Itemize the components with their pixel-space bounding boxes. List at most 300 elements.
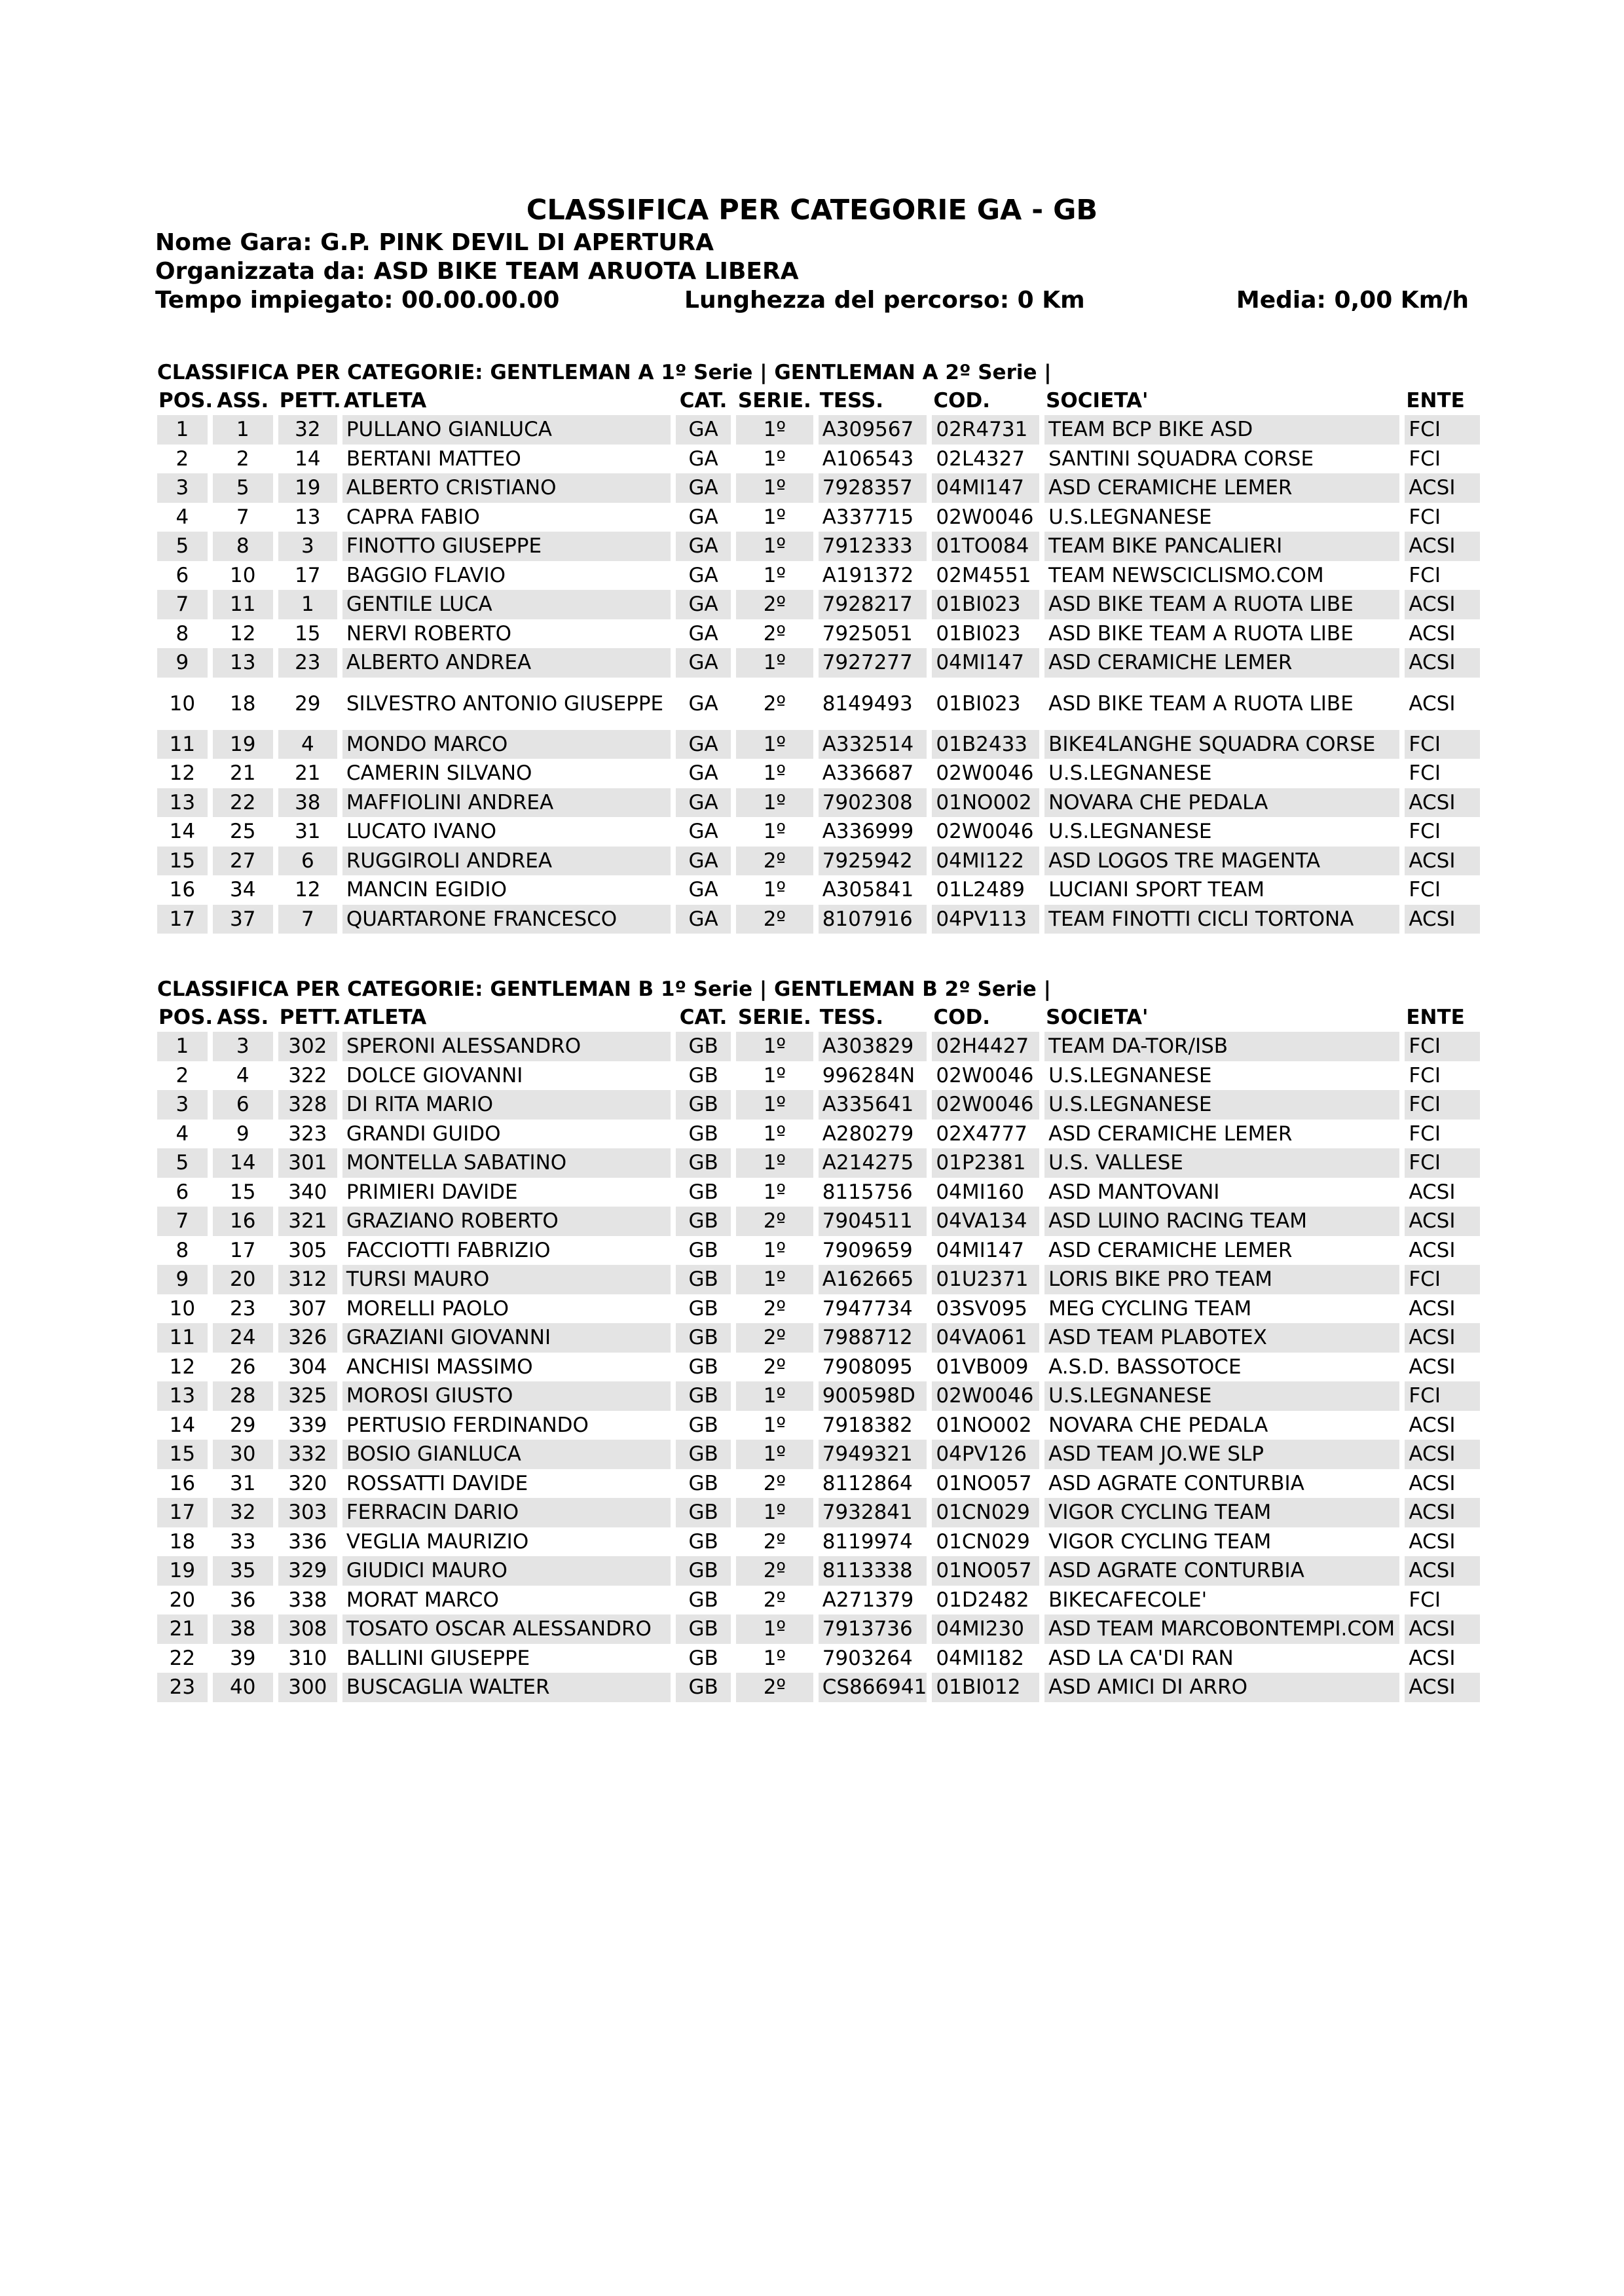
table-row <box>157 1586 1480 1615</box>
cell-societa: U.S.LEGNANESE <box>1048 820 1212 844</box>
cell-pett: 38 <box>278 788 337 818</box>
cell-pett: 310 <box>288 1646 327 1670</box>
cell-ente: ACSI <box>1409 1646 1456 1670</box>
cell-societa: ASD MANTOVANI <box>1048 1180 1220 1204</box>
cell-pett: 19 <box>278 473 337 503</box>
cell-atleta: MORELLI PAOLO <box>346 1296 509 1321</box>
cell-serie: 1º <box>736 1090 813 1120</box>
cell-cat: GA <box>688 761 718 786</box>
cell-tess: 7988712 <box>819 1323 927 1353</box>
table-row <box>157 1673 1480 1702</box>
table-row <box>157 1148 1480 1178</box>
cell-serie: 2º <box>763 621 786 646</box>
cell-pett: 17 <box>295 563 321 587</box>
cell-pett: 332 <box>278 1440 337 1469</box>
cell-pett: 23 <box>278 648 337 678</box>
cell-pett: 329 <box>278 1556 337 1586</box>
cell-atleta: MOROSI GIUSTO <box>342 1381 671 1411</box>
cell-cod: 01BI023 <box>936 691 1021 716</box>
cell-pett: 302 <box>278 1032 337 1061</box>
table-row <box>157 1294 1480 1324</box>
cell-atleta: FACCIOTTI FABRIZIO <box>346 1238 551 1262</box>
cell-serie: 1º <box>736 730 813 759</box>
cell-societa: TEAM NEWSCICLISMO.COM <box>1048 563 1324 587</box>
cell-atleta: FERRACIN DARIO <box>342 1498 671 1527</box>
table-row <box>157 1556 1480 1586</box>
cell-ente: ACSI <box>1409 621 1456 646</box>
cell-pett: 328 <box>278 1090 337 1120</box>
cell-societa: ASD CERAMICHE LEMER <box>1048 1121 1293 1146</box>
cell-cod: 01NO002 <box>936 1413 1032 1437</box>
cell-serie: 1º <box>736 1614 813 1644</box>
cell-cat: GB <box>676 1673 731 1702</box>
table-row <box>157 678 1480 730</box>
cell-cod: 02W0046 <box>936 505 1034 529</box>
cell-societa: ASD CERAMICHE LEMER <box>1048 1238 1293 1262</box>
cell-pett: 340 <box>288 1180 327 1204</box>
column-header-pett: PETT. <box>279 1006 341 1029</box>
cell-serie: 1º <box>736 1148 813 1178</box>
cell-societa: NOVARA CHE PEDALA <box>1048 1413 1268 1437</box>
cell-cat: GB <box>688 1063 718 1087</box>
cell-ass: 4 <box>236 1063 249 1087</box>
column-header-cat: CAT. <box>679 1006 728 1029</box>
cell-pos: 4 <box>175 505 189 529</box>
cell-atleta: MAFFIOLINI ANDREA <box>342 788 671 818</box>
cell-serie: 2º <box>736 1556 813 1586</box>
cell-cat: GB <box>688 1413 718 1437</box>
cell-cat: GB <box>676 1207 731 1236</box>
table-row <box>157 1411 1480 1440</box>
cell-pos: 14 <box>169 820 196 844</box>
cell-atleta: BOSIO GIANLUCA <box>342 1440 671 1469</box>
cell-cat: GB <box>688 1180 718 1204</box>
cell-cod: 04VA061 <box>932 1323 1039 1353</box>
cell-atleta: TURSI MAURO <box>342 1265 671 1294</box>
cell-cod: 02W0046 <box>932 1090 1039 1120</box>
cell-serie: 1º <box>763 446 786 471</box>
cell-cat: GA <box>688 446 718 471</box>
table-row <box>157 1323 1480 1353</box>
cell-ass: 12 <box>230 621 256 646</box>
cell-pos: 6 <box>175 1180 189 1204</box>
cell-atleta: DI RITA MARIO <box>342 1090 671 1120</box>
cell-pos: 12 <box>169 1355 196 1379</box>
cell-societa: U.S.LEGNANESE <box>1044 1381 1399 1411</box>
cell-cat: GB <box>688 1471 718 1495</box>
cell-pos: 3 <box>157 473 208 503</box>
cell-cod: 04MI230 <box>932 1614 1039 1644</box>
cell-pos: 13 <box>157 1381 208 1411</box>
cell-societa: ASD AGRATE CONTURBIA <box>1048 1471 1304 1495</box>
cell-ass: 32 <box>213 1498 273 1527</box>
cell-ass: 29 <box>230 1413 256 1437</box>
cell-tess: 8113338 <box>819 1556 927 1586</box>
cell-ente: FCI <box>1409 1121 1441 1146</box>
section-gentleman-b <box>157 975 1480 1702</box>
column-header-atleta: ATLETA <box>343 1006 427 1029</box>
cell-pos: 2 <box>175 1063 189 1087</box>
cell-pos: 23 <box>157 1673 208 1702</box>
cell-societa: LUCIANI SPORT TEAM <box>1048 878 1265 902</box>
cell-pett: 29 <box>295 691 321 716</box>
cell-ente: ACSI <box>1409 1413 1456 1437</box>
cell-pett: 31 <box>295 820 321 844</box>
cell-ass: 36 <box>230 1588 256 1612</box>
cell-cod: 01L2489 <box>936 878 1025 902</box>
cell-cod: 01NO002 <box>932 788 1039 818</box>
table-row <box>157 1469 1480 1499</box>
cell-societa: ASD CERAMICHE LEMER <box>1044 473 1399 503</box>
cell-ass: 21 <box>230 761 256 786</box>
cell-tess: A337715 <box>822 505 914 529</box>
cell-pett: 14 <box>295 446 321 471</box>
results-table <box>152 386 1485 934</box>
cell-atleta: GRAZIANO ROBERTO <box>342 1207 671 1236</box>
cell-serie: 2º <box>763 691 786 716</box>
cell-pos: 16 <box>169 878 196 902</box>
cell-cat: GB <box>688 1529 718 1554</box>
cell-pos: 9 <box>157 1265 208 1294</box>
cell-ass: 10 <box>230 563 256 587</box>
column-header-pos: POS. <box>158 389 213 412</box>
cell-cod: 01U2371 <box>932 1265 1039 1294</box>
cell-serie: 1º <box>763 761 786 786</box>
cell-atleta: ROSSATTI DAVIDE <box>346 1471 528 1495</box>
cell-cod: 02W0046 <box>936 820 1034 844</box>
cell-societa: NOVARA CHE PEDALA <box>1044 788 1399 818</box>
cell-cat: GA <box>688 878 718 902</box>
cell-cat: GB <box>676 1032 731 1061</box>
cell-atleta: RUGGIROLI ANDREA <box>342 847 671 876</box>
table-row <box>157 730 1480 759</box>
cell-tess: A191372 <box>822 563 914 587</box>
table-row <box>157 788 1480 818</box>
cell-serie: 1º <box>736 648 813 678</box>
cell-ass: 17 <box>230 1238 256 1262</box>
cell-cat: GB <box>676 1148 731 1178</box>
table-row <box>157 875 1480 905</box>
column-header-tess: TESS. <box>819 1006 884 1029</box>
cell-serie: 2º <box>763 1588 786 1612</box>
column-header-ass: ASS. <box>217 1006 269 1029</box>
cell-pos: 18 <box>169 1529 196 1554</box>
cell-ass: 5 <box>213 473 273 503</box>
cell-ente: ACSI <box>1405 788 1480 818</box>
cell-pett: 320 <box>288 1471 327 1495</box>
race-name: Nome Gara: G.P. PINK DEVIL DI APERTURA <box>155 229 714 256</box>
cell-pos: 10 <box>169 691 196 716</box>
cell-tess: 7909659 <box>822 1238 913 1262</box>
column-header-ente: ENTE <box>1406 1006 1465 1029</box>
cell-pos: 8 <box>175 621 189 646</box>
cell-ente: ACSI <box>1405 1556 1480 1586</box>
cell-pos: 11 <box>157 1323 208 1353</box>
cell-ente: ACSI <box>1405 1440 1480 1469</box>
cell-ente: ACSI <box>1405 1673 1480 1702</box>
table-header-row <box>157 1003 1480 1032</box>
cell-pos: 4 <box>175 1121 189 1146</box>
cell-ente: ACSI <box>1405 1614 1480 1644</box>
cell-pos: 15 <box>157 847 208 876</box>
cell-societa: TEAM DA-TOR/ISB <box>1044 1032 1399 1061</box>
cell-ass: 16 <box>213 1207 273 1236</box>
cell-atleta: PRIMIERI DAVIDE <box>346 1180 518 1204</box>
cell-cat: GA <box>676 473 731 503</box>
column-header-serie: SERIE. <box>737 389 811 412</box>
cell-ente: ACSI <box>1409 1355 1456 1379</box>
cell-atleta: GENTILE LUCA <box>342 590 671 619</box>
cell-cat: GB <box>688 1296 718 1321</box>
cell-ass: 31 <box>230 1471 256 1495</box>
cell-ente: ACSI <box>1409 1180 1456 1204</box>
cell-tess: 7928217 <box>819 590 927 619</box>
cell-atleta: FINOTTO GIUSEPPE <box>342 532 671 561</box>
column-header-societa: SOCIETA' <box>1046 389 1149 412</box>
cell-societa: U.S.LEGNANESE <box>1048 505 1212 529</box>
cell-tess: 7913736 <box>819 1614 927 1644</box>
cell-ass: 38 <box>213 1614 273 1644</box>
cell-ass: 34 <box>230 878 256 902</box>
cell-tess: 8115756 <box>822 1180 913 1204</box>
cell-cod: 01CN029 <box>932 1498 1039 1527</box>
cell-pos: 22 <box>169 1646 196 1670</box>
cell-pos: 21 <box>157 1614 208 1644</box>
cell-pett: 7 <box>278 905 337 934</box>
cell-pos: 7 <box>157 590 208 619</box>
cell-pett: 305 <box>288 1238 327 1262</box>
cell-serie: 2º <box>736 1323 813 1353</box>
cell-cat: GB <box>676 1614 731 1644</box>
cell-ass: 19 <box>213 730 273 759</box>
course-length: Lunghezza del percorso: 0 Km <box>684 287 1085 314</box>
results-table <box>152 1003 1485 1702</box>
cell-ente: FCI <box>1405 1381 1480 1411</box>
cell-serie: 1º <box>763 505 786 529</box>
cell-cat: GA <box>688 820 718 844</box>
cell-tess: 7908095 <box>822 1355 913 1379</box>
column-header-pos: POS. <box>158 1006 213 1029</box>
cell-tess: A305841 <box>822 878 914 902</box>
cell-cat: GB <box>688 1121 718 1146</box>
cell-societa: ASD BIKE TEAM A RUOTA LIBE <box>1048 621 1354 646</box>
cell-societa: TEAM BCP BIKE ASD <box>1044 415 1399 445</box>
cell-atleta: SILVESTRO ANTONIO GIUSEPPE <box>346 691 664 716</box>
cell-atleta: QUARTARONE FRANCESCO <box>342 905 671 934</box>
cell-pett: 312 <box>278 1265 337 1294</box>
cell-pett: 325 <box>278 1381 337 1411</box>
cell-cat: GB <box>676 1323 731 1353</box>
cell-atleta: BAGGIO FLAVIO <box>346 563 506 587</box>
cell-pett: 301 <box>278 1148 337 1178</box>
column-header-tess: TESS. <box>819 389 884 412</box>
cell-serie: 1º <box>763 1646 786 1670</box>
cell-pos: 1 <box>157 1032 208 1061</box>
cell-ente: FCI <box>1405 1265 1480 1294</box>
cell-societa: ASD LOGOS TRE MAGENTA <box>1044 847 1399 876</box>
cell-tess: 7927277 <box>819 648 927 678</box>
cell-ente: FCI <box>1409 820 1441 844</box>
cell-ass: 33 <box>230 1529 256 1554</box>
cell-pett: 326 <box>278 1323 337 1353</box>
cell-tess: 7925942 <box>819 847 927 876</box>
cell-tess: 7904511 <box>819 1207 927 1236</box>
cell-ass: 9 <box>236 1121 249 1146</box>
cell-pett: 1 <box>278 590 337 619</box>
cell-serie: 1º <box>736 788 813 818</box>
cell-atleta: ANCHISI MASSIMO <box>346 1355 533 1379</box>
cell-pos: 17 <box>157 1498 208 1527</box>
cell-pett: 307 <box>288 1296 327 1321</box>
cell-serie: 1º <box>763 1413 786 1437</box>
elapsed-time: Tempo impiegato: 00.00.00.00 <box>155 287 560 314</box>
cell-atleta: MONDO MARCO <box>342 730 671 759</box>
cell-cat: GB <box>676 1498 731 1527</box>
cell-tess: A309567 <box>819 415 927 445</box>
column-header-ass: ASS. <box>217 389 269 412</box>
cell-pos: 12 <box>169 761 196 786</box>
cell-atleta: GIUDICI MAURO <box>342 1556 671 1586</box>
cell-atleta: LUCATO IVANO <box>346 820 497 844</box>
cell-atleta: CAMERIN SILVANO <box>346 761 532 786</box>
cell-ass: 11 <box>213 590 273 619</box>
cell-tess: A336687 <box>822 761 914 786</box>
table-row <box>157 503 1480 532</box>
cell-atleta: MORAT MARCO <box>346 1588 499 1612</box>
table-row <box>157 1644 1480 1673</box>
cell-tess: 7949321 <box>819 1440 927 1469</box>
cell-cod: 02R4731 <box>932 415 1039 445</box>
cell-ass: 15 <box>230 1180 256 1204</box>
cell-cat: GB <box>688 1238 718 1262</box>
cell-pett: 338 <box>288 1588 327 1612</box>
table-row <box>157 1614 1480 1644</box>
cell-serie: 1º <box>763 878 786 902</box>
table-row <box>157 1498 1480 1527</box>
cell-tess: 7903264 <box>822 1646 913 1670</box>
cell-tess: 7918382 <box>822 1413 913 1437</box>
cell-pett: 304 <box>288 1355 327 1379</box>
cell-pos: 20 <box>169 1588 196 1612</box>
cell-tess: A303829 <box>819 1032 927 1061</box>
cell-cod: 04PV113 <box>932 905 1039 934</box>
cell-societa: VIGOR CYCLING TEAM <box>1044 1498 1399 1527</box>
cell-pos: 9 <box>157 648 208 678</box>
cell-atleta: CAPRA FABIO <box>346 505 480 529</box>
cell-ass: 14 <box>213 1148 273 1178</box>
cell-serie: 1º <box>736 532 813 561</box>
cell-serie: 2º <box>736 590 813 619</box>
cell-ass: 25 <box>230 820 256 844</box>
cell-pett: 303 <box>278 1498 337 1527</box>
cell-tess: 8149493 <box>822 691 913 716</box>
cell-serie: 1º <box>736 1440 813 1469</box>
cell-ente: ACSI <box>1409 1471 1456 1495</box>
table-row <box>157 759 1480 788</box>
cell-ass: 22 <box>213 788 273 818</box>
cell-ass: 6 <box>213 1090 273 1120</box>
column-header-ente: ENTE <box>1406 389 1465 412</box>
cell-atleta: NERVI ROBERTO <box>346 621 512 646</box>
cell-tess: A332514 <box>819 730 927 759</box>
table-row <box>157 1265 1480 1294</box>
cell-tess: 7928357 <box>819 473 927 503</box>
cell-tess: 8119974 <box>822 1529 913 1554</box>
cell-cod: 01TO084 <box>932 532 1039 561</box>
cell-ente: ACSI <box>1409 691 1456 716</box>
cell-tess: A335641 <box>819 1090 927 1120</box>
cell-pos: 17 <box>157 905 208 934</box>
cell-serie: 1º <box>736 1265 813 1294</box>
cell-cod: 04VA134 <box>932 1207 1039 1236</box>
cell-serie: 1º <box>763 1063 786 1087</box>
cell-cat: GA <box>688 505 718 529</box>
cell-ente: FCI <box>1409 761 1441 786</box>
cell-serie: 2º <box>736 1207 813 1236</box>
column-header-cod: COD. <box>933 1006 991 1029</box>
column-header-societa: SOCIETA' <box>1046 1006 1149 1029</box>
cell-serie: 2º <box>736 847 813 876</box>
cell-cod: 04MI147 <box>932 473 1039 503</box>
cell-atleta: ALBERTO CRISTIANO <box>342 473 671 503</box>
cell-cod: 01NO057 <box>932 1556 1039 1586</box>
cell-serie: 2º <box>736 905 813 934</box>
cell-cod: 01P2381 <box>932 1148 1039 1178</box>
cell-societa: U.S.LEGNANESE <box>1048 1063 1212 1087</box>
cell-pett: 12 <box>295 878 321 902</box>
cell-serie: 2º <box>763 1471 786 1495</box>
cell-societa: ASD AGRATE CONTURBIA <box>1044 1556 1399 1586</box>
cell-pos: 14 <box>169 1413 196 1437</box>
cell-ente: FCI <box>1409 1588 1441 1612</box>
cell-ente: FCI <box>1409 878 1441 902</box>
column-header-cat: CAT. <box>679 389 728 412</box>
cell-ente: ACSI <box>1405 473 1480 503</box>
cell-societa: BIKECAFECOLE' <box>1048 1588 1208 1612</box>
table-row <box>157 1353 1480 1382</box>
table-row <box>157 847 1480 876</box>
table-row <box>157 817 1480 847</box>
section-heading: CLASSIFICA PER CATEGORIE: GENTLEMAN B 1º Serie | GENTLEMAN B 2º Serie | <box>157 977 1051 1001</box>
cell-tess: 900598D <box>819 1381 927 1411</box>
cell-societa: ASD TEAM PLABOTEX <box>1044 1323 1399 1353</box>
cell-cat: GA <box>688 621 718 646</box>
cell-cat: GB <box>676 1556 731 1586</box>
cell-serie: 1º <box>736 1032 813 1061</box>
cell-societa: ASD BIKE TEAM A RUOTA LIBE <box>1048 691 1354 716</box>
cell-societa: SANTINI SQUADRA CORSE <box>1048 446 1314 471</box>
cell-tess: 7902308 <box>819 788 927 818</box>
cell-ass: 7 <box>236 505 249 529</box>
cell-cat: GB <box>688 1646 718 1670</box>
cell-societa: ASD TEAM MARCOBONTEMPI.COM <box>1044 1614 1399 1644</box>
cell-pett: 3 <box>278 532 337 561</box>
cell-ass: 3 <box>213 1032 273 1061</box>
cell-cat: GA <box>676 730 731 759</box>
cell-cat: GB <box>676 1265 731 1294</box>
cell-cod: 01CN029 <box>936 1529 1030 1554</box>
cell-ente: ACSI <box>1405 1207 1480 1236</box>
cell-societa: U.S. VALLESE <box>1044 1148 1399 1178</box>
cell-pos: 3 <box>157 1090 208 1120</box>
cell-societa: ASD CERAMICHE LEMER <box>1044 648 1399 678</box>
cell-tess: 7925051 <box>822 621 913 646</box>
cell-cod: 03SV095 <box>936 1296 1027 1321</box>
cell-societa: TEAM BIKE PANCALIERI <box>1044 532 1399 561</box>
cell-cat: GA <box>676 590 731 619</box>
page-title: CLASSIFICA PER CATEGORIE GA - GB <box>526 194 1098 227</box>
table-body <box>157 1032 1480 1702</box>
